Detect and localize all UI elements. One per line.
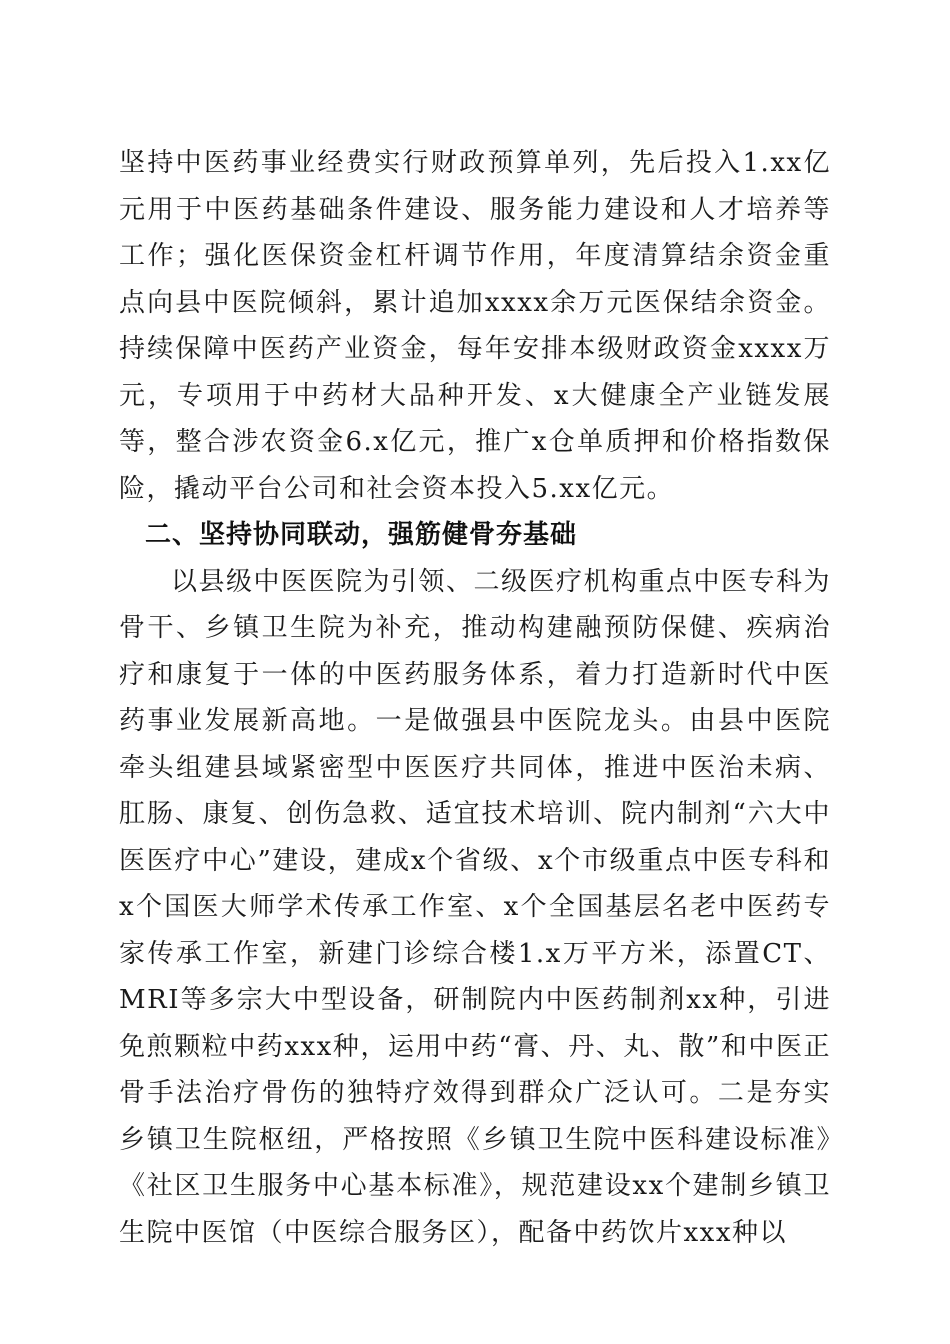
section-heading-2: 二、坚持协同联动，强筋健骨夯基础 xyxy=(145,520,578,550)
document-body xyxy=(119,140,831,1256)
paragraph-service-system: 以县级中医医院为引领、二级医疗机构重点中医专科为骨干、乡镇卫生院为补充，推动构建融预防保健、疾病治疗和康复于一体的中医药服务体系，着力打造新时代中医药事业发展新高地。一是做强县中医院龙头。由县中医院牵头组建县域紧密型中医医疗共同体，推进中医治未病、肛肠、康复、创伤急救、适宜技术培训、院内制剂“六大中医医疗中心”建设，建成x个省级、x个市级重点中医专科和x个国医大师学术传承工作室、x个全国基层名老中医药专家传承工作室，新建门诊综合楼1.x万平方米，添置CT、MRI等多宗大中型设备，研制院内中医药制剂xx种，引进免煎颗粒中药xxx种，运用中药“膏、丹、丸、散”和中医正骨手法治疗骨伤的独特疗效得到群众广泛认可。二是夯实乡镇卫生院枢纽，严格按照《乡镇卫生院中医科建设标准》《社区卫生服务中心基本标准》，规范建设xx个建制乡镇卫生院中医馆（中医综合服务区），配备中药饮片xxx种以 xyxy=(119,566,832,1248)
paragraph-funding: 坚持中医药事业经费实行财政预算单列，先后投入1.xx亿元用于中医药基础条件建设、服务能力建设和人才培养等工作；强化医保资金杠杆调节作用，年度清算结余资金重点向县中医院倾斜，累计追加xxxx余万元医保结余资金。持续保障中医药产业资金，每年安排本级财政资金xxxx万元，专项用于中药材大品种开发、x大健康全产业链发展等，整合涉农资金6.x亿元，推广x仓单质押和价格指数保险，撬动平台公司和社会资本投入5.xx亿元。 xyxy=(119,148,831,504)
